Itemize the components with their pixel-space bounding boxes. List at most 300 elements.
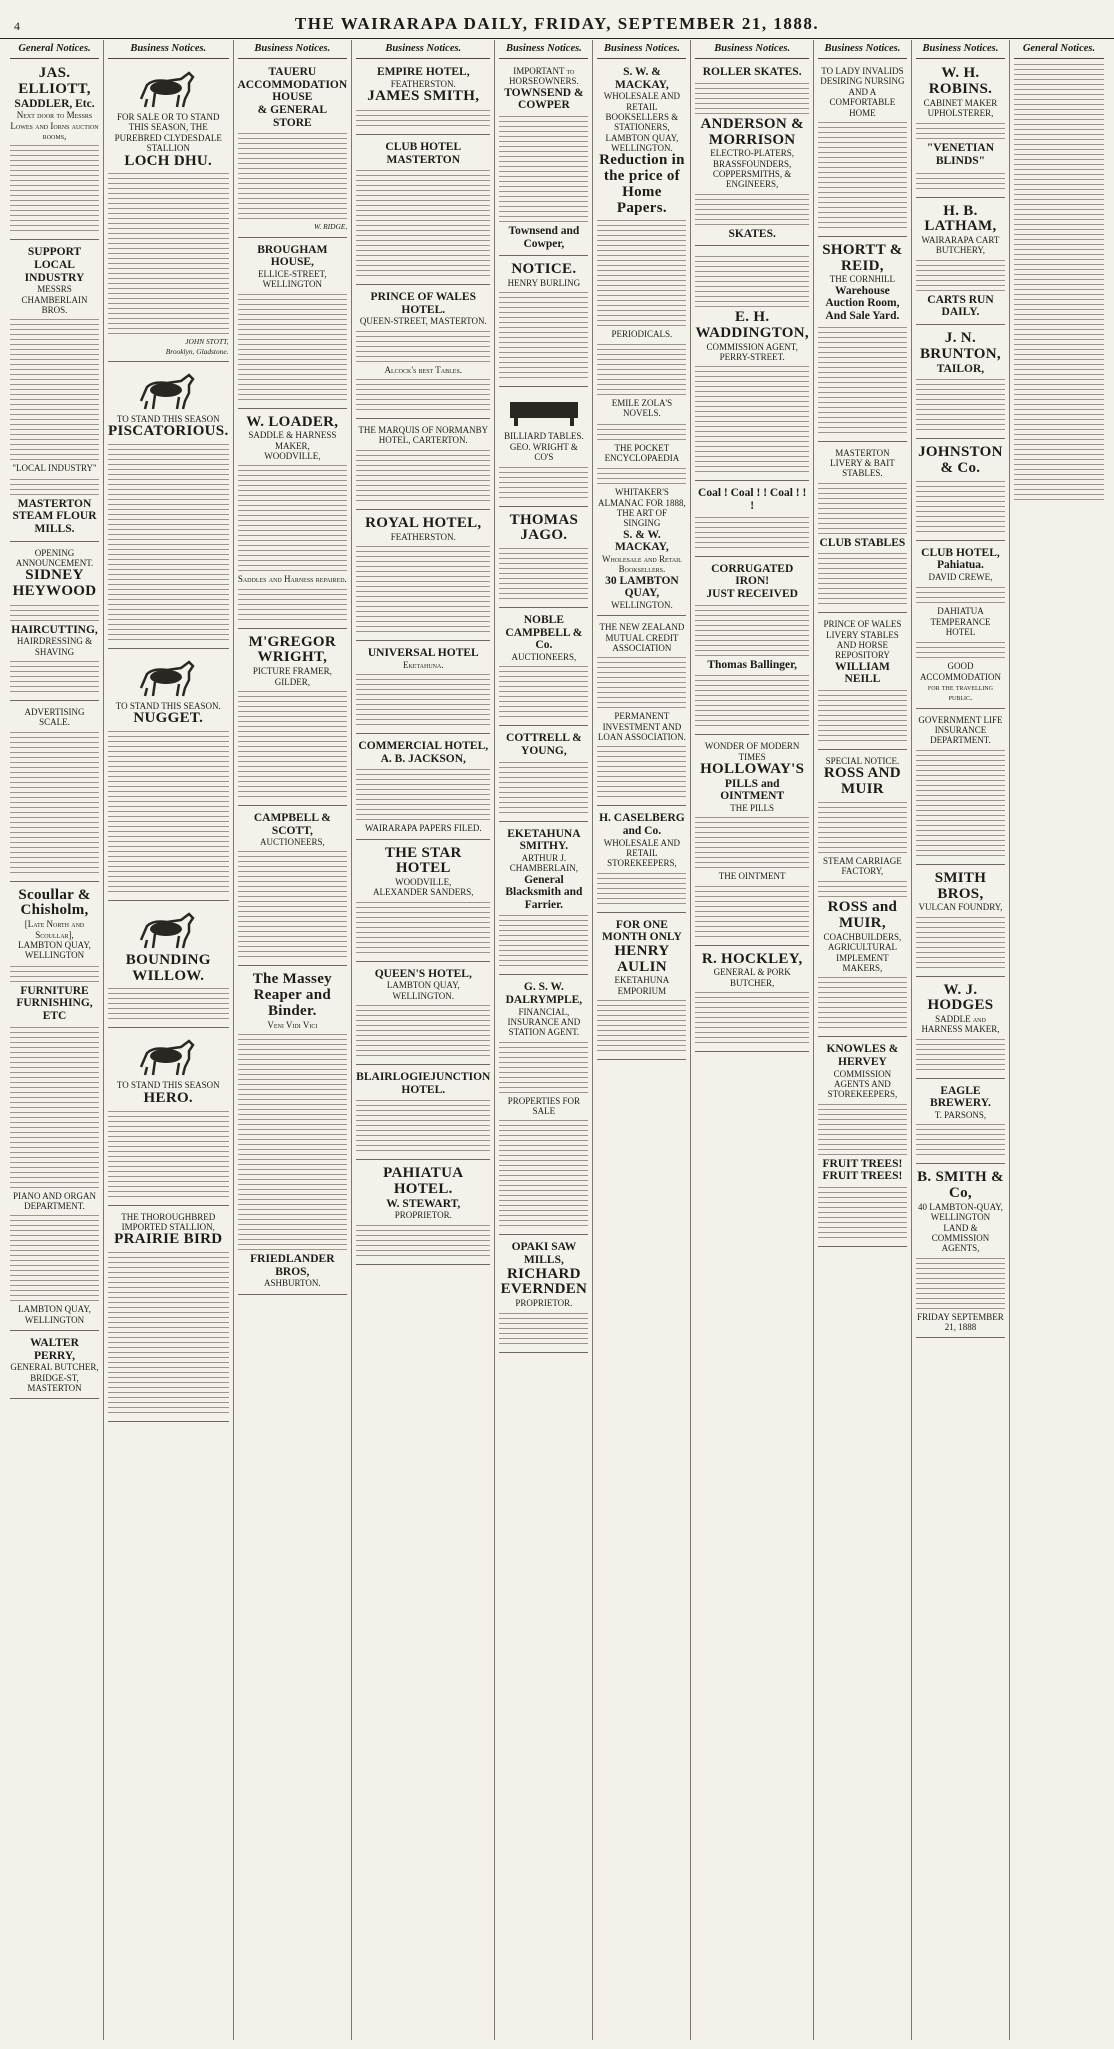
ad-subtitle: IMPORTANT to HORSEOWNERS.: [509, 66, 579, 87]
body-text: [916, 640, 1005, 658]
body-text: [916, 1038, 1005, 1070]
ad-address: FEATHERSTON.: [390, 78, 456, 89]
ad-title: SMITH BROS,: [934, 869, 987, 902]
ad-title: THE STAR HOTEL: [384, 844, 462, 877]
ad-title: E. H. WADDINGTON,: [695, 309, 809, 342]
ad-subtitle: Warehouse Auction Room,: [825, 284, 900, 310]
ad-massey: [238, 969, 348, 1294]
ad-subtitle: WHOLESALE AND RETAIL STOREKEEPERS,: [603, 837, 681, 869]
ad-subtitle: GENERAL BUTCHER,: [10, 1362, 99, 1373]
body-text: [695, 420, 808, 472]
body-text: [10, 964, 99, 982]
ad-title: KNOWLES & HERVEY: [826, 1043, 899, 1068]
ad-mutual-credit: [597, 619, 686, 806]
body-text: [238, 1088, 348, 1140]
ad-subtitle: TAILOR,: [936, 362, 985, 375]
ad-signature: Thomas Ballinger,: [707, 658, 798, 671]
ad-title: R. HOCKLEY,: [701, 950, 803, 967]
body-text: [695, 991, 808, 1043]
ad-address: LAMBTON QUAY, WELLINGTON.: [605, 132, 679, 154]
ad-title: JOHNSTON & Co.: [918, 444, 1003, 476]
column-heading: Business Notices.: [499, 40, 588, 59]
horse-icon: [108, 69, 228, 109]
ad-pahiatua-hotel: [356, 1163, 490, 1264]
body-text: [1014, 63, 1104, 115]
column-4: [352, 40, 495, 2040]
ad-subtitle: PROPRIETOR.: [394, 1210, 452, 1221]
ad-title: CLUB HOTEL, Pahiatua.: [921, 546, 1000, 572]
column-heading: Business Notices.: [818, 40, 907, 59]
ad-title: BOUNDING WILLOW.: [125, 951, 211, 984]
ad-title: B. SMITH & Co,: [917, 1169, 1004, 1202]
ad-empire-hotel: [356, 63, 490, 135]
body-text: [108, 1361, 228, 1413]
ad-subtitle: And Sale Yard.: [825, 309, 900, 322]
price-list: [597, 343, 686, 395]
column-3: [234, 40, 353, 2040]
ad-title: TAUERU ACCOMMODATION HOUSE: [237, 66, 348, 104]
body-text: [597, 999, 686, 1051]
ad-subtitle: THE THOROUGHBRED IMPORTED STALLION,: [121, 1211, 216, 1232]
body-text: [1014, 283, 1104, 335]
ad-opaki-saw-mills: [499, 1238, 588, 1352]
body-text: [108, 730, 228, 782]
body-text: [108, 172, 228, 224]
ad-proprietor: W. STEWART,: [386, 1197, 461, 1210]
ad-johnston: [916, 442, 1005, 541]
ad-subtitle: Wholesale and Retail Booksellers.: [602, 553, 682, 575]
ad-bounding-willow: [108, 904, 228, 1029]
column-heading: Business Notices.: [238, 40, 348, 59]
body-text: [916, 480, 1005, 532]
body-text: [499, 466, 588, 498]
ad-dalrymple: [499, 978, 588, 1235]
body-text: [238, 850, 348, 902]
ad-subtitle: WONDER OF MODERN TIMES: [704, 741, 800, 762]
body-text: [356, 378, 490, 410]
ad-hockley: [695, 949, 808, 1052]
price-list: [499, 346, 588, 378]
column-10: [1010, 40, 1108, 2040]
ad-address: Next door to Messrs Lowes and Iorns auction rooms,: [10, 110, 99, 141]
ad-address: FEATHERSTON.: [390, 531, 456, 542]
body-text: [499, 1312, 588, 1344]
body-text: [108, 1306, 228, 1358]
ad-title: PRAIRIE BIRD: [114, 1231, 223, 1248]
ad-proprietor: WILLIAM NEILL: [834, 660, 890, 686]
body-text: [695, 193, 808, 225]
ad-address: WELLINGTON.: [611, 599, 673, 610]
ad-title: DAHIATUA TEMPERANCE HOTEL: [930, 606, 991, 638]
ad-note: WAIRARAPA PAPERS FILED.: [364, 823, 482, 834]
billiard-table-icon: [499, 396, 588, 428]
ad-blairlogie: [356, 1068, 490, 1160]
body-text: [10, 1269, 99, 1301]
ad-title: COTTRELL & YOUNG,: [506, 732, 582, 757]
body-text: [499, 170, 588, 222]
body-text: [1014, 393, 1104, 445]
body-text: [356, 901, 490, 953]
body-text: [695, 516, 808, 548]
ad-prince-of-wales: [356, 288, 490, 419]
ad-subtitle: "LOCAL INDUSTRY": [12, 463, 97, 474]
ad-title: M'GREGOR WRIGHT,: [248, 633, 337, 666]
page-footer-date: FRIDAY SEPTEMBER 21, 1888: [917, 1311, 1004, 1332]
ad-address: BRIDGE-ST, MASTERTON: [27, 1372, 82, 1393]
ad-proprietor: A. B. JACKSON,: [380, 752, 466, 765]
ad-shortt-reid: [818, 240, 907, 442]
ad-prince-stables: [818, 616, 907, 750]
ad-address: ASHBURTON.: [264, 1278, 321, 1289]
ad-title: CAMPBELL & SCOTT,: [253, 811, 331, 837]
ad-title: S. W. & MACKAY,: [615, 66, 669, 91]
ad-title: NUGGET.: [133, 710, 204, 727]
body-text: [916, 378, 1005, 430]
body-text: [499, 115, 588, 167]
ad-title: GOVERNMENT LIFE INSURANCE DEPARTMENT.: [918, 714, 1003, 746]
body-text: [108, 227, 228, 279]
ad-subtitle: MESSRS CHAMBERLAIN BROS.: [21, 284, 88, 315]
ad-subtitle: FOR SALE OR TO STAND THIS SEASON, THE PUREBRED CLYDESDALE STALLION: [114, 112, 222, 154]
body-text: [356, 330, 490, 362]
ad-title: BILLIARD TABLES.: [504, 431, 584, 442]
body-text: [238, 1198, 348, 1250]
body-text: [10, 841, 99, 873]
ad-mackay: [597, 63, 686, 616]
ad-title: H. CASELBERG and Co.: [599, 812, 685, 837]
ad-support-local-industry: [10, 243, 99, 541]
body-text: [238, 519, 348, 571]
body-text: [916, 121, 1005, 139]
item-list: [10, 1081, 99, 1133]
ad-subtitle: GEO. WRIGHT & CO'S: [509, 441, 578, 463]
ad-taueru: [238, 63, 348, 237]
body-text: [499, 1041, 588, 1093]
ad-subtitle: THE ART OF SINGING: [616, 507, 668, 529]
property-list: [499, 1174, 588, 1226]
body-text: [356, 1224, 490, 1256]
body-text: [695, 255, 808, 307]
ad-title: W. J. HODGES: [927, 981, 994, 1014]
ad-subtitle: FURNITURE FURNISHING, ETC: [16, 984, 93, 1022]
ad-b-smith: [916, 1167, 1005, 1338]
ad-star-hotel: [356, 843, 490, 962]
ad-address: LAMBTON QUAY, WELLINGTON: [18, 1304, 91, 1325]
ad-subtitle: General Blacksmith and Farrier.: [505, 873, 583, 911]
ad-subtitle: WHOLESALE AND RETAIL BOOKSELLERS & STATIONERS,: [603, 91, 681, 133]
horse-icon: [108, 371, 228, 411]
ad-title: The Massey Reaper and Binder.: [252, 971, 332, 1019]
ad-title: LOCH DHU.: [124, 152, 213, 169]
price-list: [10, 373, 99, 425]
ad-title: THE MARQUIS OF NORMANBY HOTEL, CARTERTON.: [358, 425, 489, 446]
body-text: [10, 731, 99, 783]
body-text: [818, 689, 907, 741]
ad-title: ADVERTISING SCALE.: [24, 707, 85, 728]
horse-icon: [108, 1037, 228, 1077]
ad-note: Alcock's best Tables.: [384, 364, 463, 375]
ad-proprietor: JAMES SMITH,: [367, 88, 480, 105]
ad-title: NOBLE CAMPBELL & Co.: [505, 614, 583, 652]
body-text: [356, 600, 490, 632]
ad-universal-hotel: [356, 644, 490, 734]
ad-title: PAHIATUA HOTEL.: [383, 1165, 464, 1198]
ad-proprietor: ARTHUR J. CHAMBERLAIN,: [509, 852, 579, 874]
price-list: [597, 274, 686, 326]
body-text: [108, 498, 228, 550]
ad-eketahuna-smithy: [499, 825, 588, 976]
ad-subtitle: HAIRDRESSING & SHAVING: [16, 636, 93, 657]
body-text: [818, 381, 907, 433]
ad-waddington: [695, 249, 808, 481]
ad-subtitle: THE PILLS: [730, 803, 775, 814]
ad-royal-hotel: [356, 513, 490, 641]
body-text: [238, 1143, 348, 1195]
ad-subtitle: JUST RECEIVED: [706, 588, 798, 601]
body-text: [916, 585, 1005, 603]
signature: W. RIDGE,: [313, 222, 348, 232]
ad-title: Coal ! Coal ! ! Coal ! ! !: [698, 487, 807, 513]
ad-proprietor: DAVID CREWE,: [928, 571, 993, 582]
body-text: [10, 1214, 99, 1266]
ad-subtitle: WHITAKER'S ALMANAC FOR 1888,: [598, 487, 686, 508]
ad-title: HENRY AULIN: [614, 942, 670, 975]
column-8: [814, 40, 912, 2040]
body-text: [818, 976, 907, 1028]
ad-subtitle: FRIEDLANDER BROS,: [250, 1253, 335, 1278]
body-text: [499, 761, 588, 813]
ad-title: JAS. ELLIOTT,: [18, 65, 91, 97]
ad-title: EMPIRE HOTEL,: [376, 66, 470, 79]
ad-masterton-livery: [818, 445, 907, 614]
ad-subtitle: COMMISSION AGENT,: [706, 341, 798, 352]
body-text: [818, 176, 907, 228]
ad-subtitle: AUCTIONEERS,: [511, 651, 577, 662]
ad-subtitle: HAIRCUTTING,: [11, 623, 98, 636]
body-text: [1014, 118, 1104, 170]
ad-title: W. LOADER,: [246, 413, 339, 430]
ad-subtitle: SADDLE & HARNESS MAKER,: [248, 430, 337, 451]
ad-robins: [916, 63, 1005, 197]
body-text: [238, 690, 348, 742]
body-text: [597, 745, 686, 797]
ad-thomas-jago: [499, 510, 588, 609]
body-text: [916, 1257, 1005, 1309]
ad-address: 30 LAMBTON QUAY,: [605, 574, 679, 600]
ad-subtitle: GOOD ACCOMMODATION for the travelling public.: [919, 661, 1001, 703]
ad-title: MASTERTON LIVERY & BAIT STABLES.: [830, 447, 895, 479]
body-text: [818, 326, 907, 378]
ad-title: Scoullar & Chisholm,: [18, 886, 91, 919]
ad-title: MASTERTON STEAM FLOUR MILLS.: [12, 497, 97, 535]
ad-subtitle: Veni Vidi Vici: [267, 1019, 318, 1030]
ad-townsend-cowper: [499, 63, 588, 256]
ad-title: QUEEN'S HOTEL,: [374, 967, 472, 980]
page-number: 4: [14, 19, 20, 33]
body-text: [108, 282, 228, 334]
column-7: [691, 40, 813, 2040]
body-text: [916, 916, 1005, 968]
ad-club-hotel: [356, 138, 490, 285]
ad-address: PERRY-STREET.: [719, 352, 785, 363]
ad-signature: Townsend and Cowper,: [508, 225, 580, 250]
body-text: [695, 816, 808, 868]
column-5: [495, 40, 593, 2040]
ad-title: BROUGHAM HOUSE,: [257, 243, 328, 269]
body-text: [597, 872, 686, 904]
ad-proprietor: T. PARSONS,: [934, 1110, 987, 1121]
ad-title: W. H. ROBINS.: [928, 65, 993, 97]
ad-title: THOMAS JAGO.: [509, 511, 579, 544]
ad-caselberg: [597, 809, 686, 912]
ad-title: EAGLE BREWERY.: [930, 1084, 991, 1110]
ad-subtitle: CABINET MAKER UPHOLSTERER,: [923, 97, 998, 118]
body-text: [238, 1033, 348, 1085]
ad-title: BLAIRLOGIEJUNCTION HOTEL.: [356, 1071, 491, 1096]
body-text: [238, 588, 348, 620]
body-text: [818, 801, 907, 853]
ad-subtitle: THE CORNHILL: [829, 274, 896, 285]
ad-title: HERO.: [143, 1089, 193, 1106]
ad-note: Saddles and Harness repaired.: [237, 574, 347, 585]
body-text: [818, 1186, 907, 1238]
ad-subtitle: OPENING ANNOUNCEMENT.: [15, 547, 94, 568]
ad-campbell-scott: [238, 809, 348, 967]
ad-address: QUEEN-STREET, MASTERTON.: [359, 316, 487, 327]
ad-address: 40 LAMBTON-QUAY, WELLINGTON: [918, 1201, 1003, 1223]
horse-icon: [108, 658, 228, 698]
ad-subtitle: EKETAHUNA EMPORIUM: [614, 975, 670, 996]
price-list: [597, 219, 686, 271]
ad-subtitle: AUCTIONEERS,: [259, 837, 325, 848]
ad-address: WOODVILLE,: [264, 450, 321, 461]
ad-headline: FRUIT TREES! FRUIT TREES!: [822, 1157, 903, 1183]
ad-subtitle: PROPERTIES FOR SALE: [507, 1095, 580, 1117]
ad-heywood: [10, 545, 99, 702]
ad-signature: S. & W. MACKAY,: [615, 528, 669, 554]
ad-ross-muir: [818, 753, 907, 1037]
ad-title: SUPPORT LOCAL INDUSTRY: [24, 246, 85, 284]
body-text: [356, 1099, 490, 1151]
body-text: [499, 914, 588, 966]
column-heading: Business Notices.: [695, 40, 808, 59]
ad-title: ROLLER SKATES.: [702, 66, 802, 79]
body-text: [238, 464, 348, 516]
column-heading: General Notices.: [10, 40, 99, 59]
body-text: [818, 552, 907, 604]
body-text: [818, 121, 907, 173]
ad-title: EKETAHUNA SMITHY.: [507, 827, 581, 853]
ad-headline: Reduction in the price of Home Papers.: [599, 152, 685, 216]
ad-nugget: [108, 652, 228, 901]
ad-noble-campbell: [499, 611, 588, 726]
ad-subtitle: PERIODICALS.: [611, 329, 673, 340]
body-text: [695, 885, 808, 937]
table-text: [916, 749, 1005, 801]
ad-subtitle: COACHBUILDERS, AGRICULTURAL IMPLEMENT MAKERS,: [823, 931, 902, 973]
ad-subtitle: THE OINTMENT: [718, 871, 786, 882]
ad-title: G. S. W. DALRYMPLE,: [505, 981, 583, 1007]
ad-title: OPAKI SAW MILLS,: [511, 1241, 577, 1267]
body-text: [695, 82, 808, 114]
ad-title: SIDNEY HEYWOOD: [12, 567, 97, 599]
ad-queens-hotel: [356, 965, 490, 1065]
ad-subtitle: [Late North and Scoullar],: [24, 919, 85, 940]
ad-subtitle: SADDLER, Etc.: [14, 97, 95, 110]
ad-cottrell-young: [499, 729, 588, 821]
ad-title: CORRUGATED IRON!: [711, 562, 794, 588]
ad-address: ELLICE-STREET, WELLINGTON: [258, 268, 327, 290]
body-text: [818, 482, 907, 534]
ad-subtitle: LAND & COMMISSION AGENTS,: [931, 1222, 990, 1254]
body-text: [108, 1110, 228, 1162]
ad-subtitle: TO STAND THIS SEASON.: [115, 700, 221, 711]
body-text: [695, 604, 808, 656]
ad-scoullar: [10, 885, 99, 1331]
column-heading: Business Notices.: [108, 40, 228, 59]
body-text: [1014, 448, 1104, 500]
ad-subtitle: ELECTRO-PLATERS, BRASSFOUNDERS, COPPERSMITHS, & ENGINEERS,: [710, 148, 795, 190]
body-text: [108, 987, 228, 1019]
body-text: [916, 171, 1005, 189]
body-text: [108, 1165, 228, 1197]
ad-title: WALTER PERRY,: [30, 1336, 79, 1362]
body-text: [597, 466, 686, 484]
ad-title: NOTICE.: [511, 261, 577, 278]
ad-subtitle: PICTURE FRAMER, GILDER,: [252, 666, 332, 687]
ad-title: THE NEW ZEALAND MUTUAL CREDIT ASSOCIATION: [599, 622, 685, 653]
price-list: [10, 428, 99, 460]
body-text: [356, 108, 490, 126]
ad-proprietor: ALEXANDER SANDERS,: [373, 887, 474, 898]
column-heading: Business Notices.: [916, 40, 1005, 59]
ad-address: Eketahuna.: [402, 659, 444, 670]
body-text: [108, 608, 228, 640]
body-text: [10, 660, 99, 692]
column-heading: General Notices.: [1014, 40, 1104, 59]
body-text: [108, 840, 228, 892]
ad-subtitle: FINANCIAL, INSURANCE AND STATION AGENT.: [507, 1006, 581, 1038]
body-text: [356, 545, 490, 597]
ad-title: ROYAL HOTEL,: [365, 514, 482, 531]
ad-corrugated-iron: [695, 560, 808, 736]
ad-brunton: [916, 328, 1005, 439]
ad-title: HOLLOWAY'S: [700, 761, 805, 777]
ad-title: H. B. LATHAM,: [924, 202, 997, 235]
body-text: [238, 132, 348, 184]
ad-subtitle: VULCAN FOUNDRY,: [918, 902, 1003, 913]
body-text: [916, 804, 1005, 856]
ad-hero: [108, 1031, 228, 1205]
ad-subtitle: WAIRARAPA CART BUTCHERY,: [921, 235, 1000, 256]
ad-address: LAMBTON QUAY, WELLINGTON: [18, 939, 91, 961]
ad-title: J. N. BRUNTON,: [920, 330, 1001, 362]
ad-knowles-hervey: [818, 1040, 907, 1247]
ad-prairie-bird: [108, 1209, 228, 1422]
body-text: [597, 656, 686, 708]
ad-mcgregor-wright: [238, 632, 348, 806]
body-text: [695, 674, 808, 726]
horse-icon: [108, 910, 228, 950]
ad-title: ANDERSON &: [700, 115, 804, 132]
ad-subtitle: THE POCKET ENCYCLOPAEDIA: [604, 442, 680, 463]
ad-title: PRINCE OF WALES LIVERY STABLES AND HORSE REPOSITORY: [823, 619, 902, 661]
column-1: [6, 40, 104, 2040]
ad-address: WOODVILLE,: [395, 877, 452, 887]
ad-loader: [238, 412, 348, 629]
ad-title: PISCATORIOUS.: [108, 423, 229, 440]
column-6: [593, 40, 691, 2040]
